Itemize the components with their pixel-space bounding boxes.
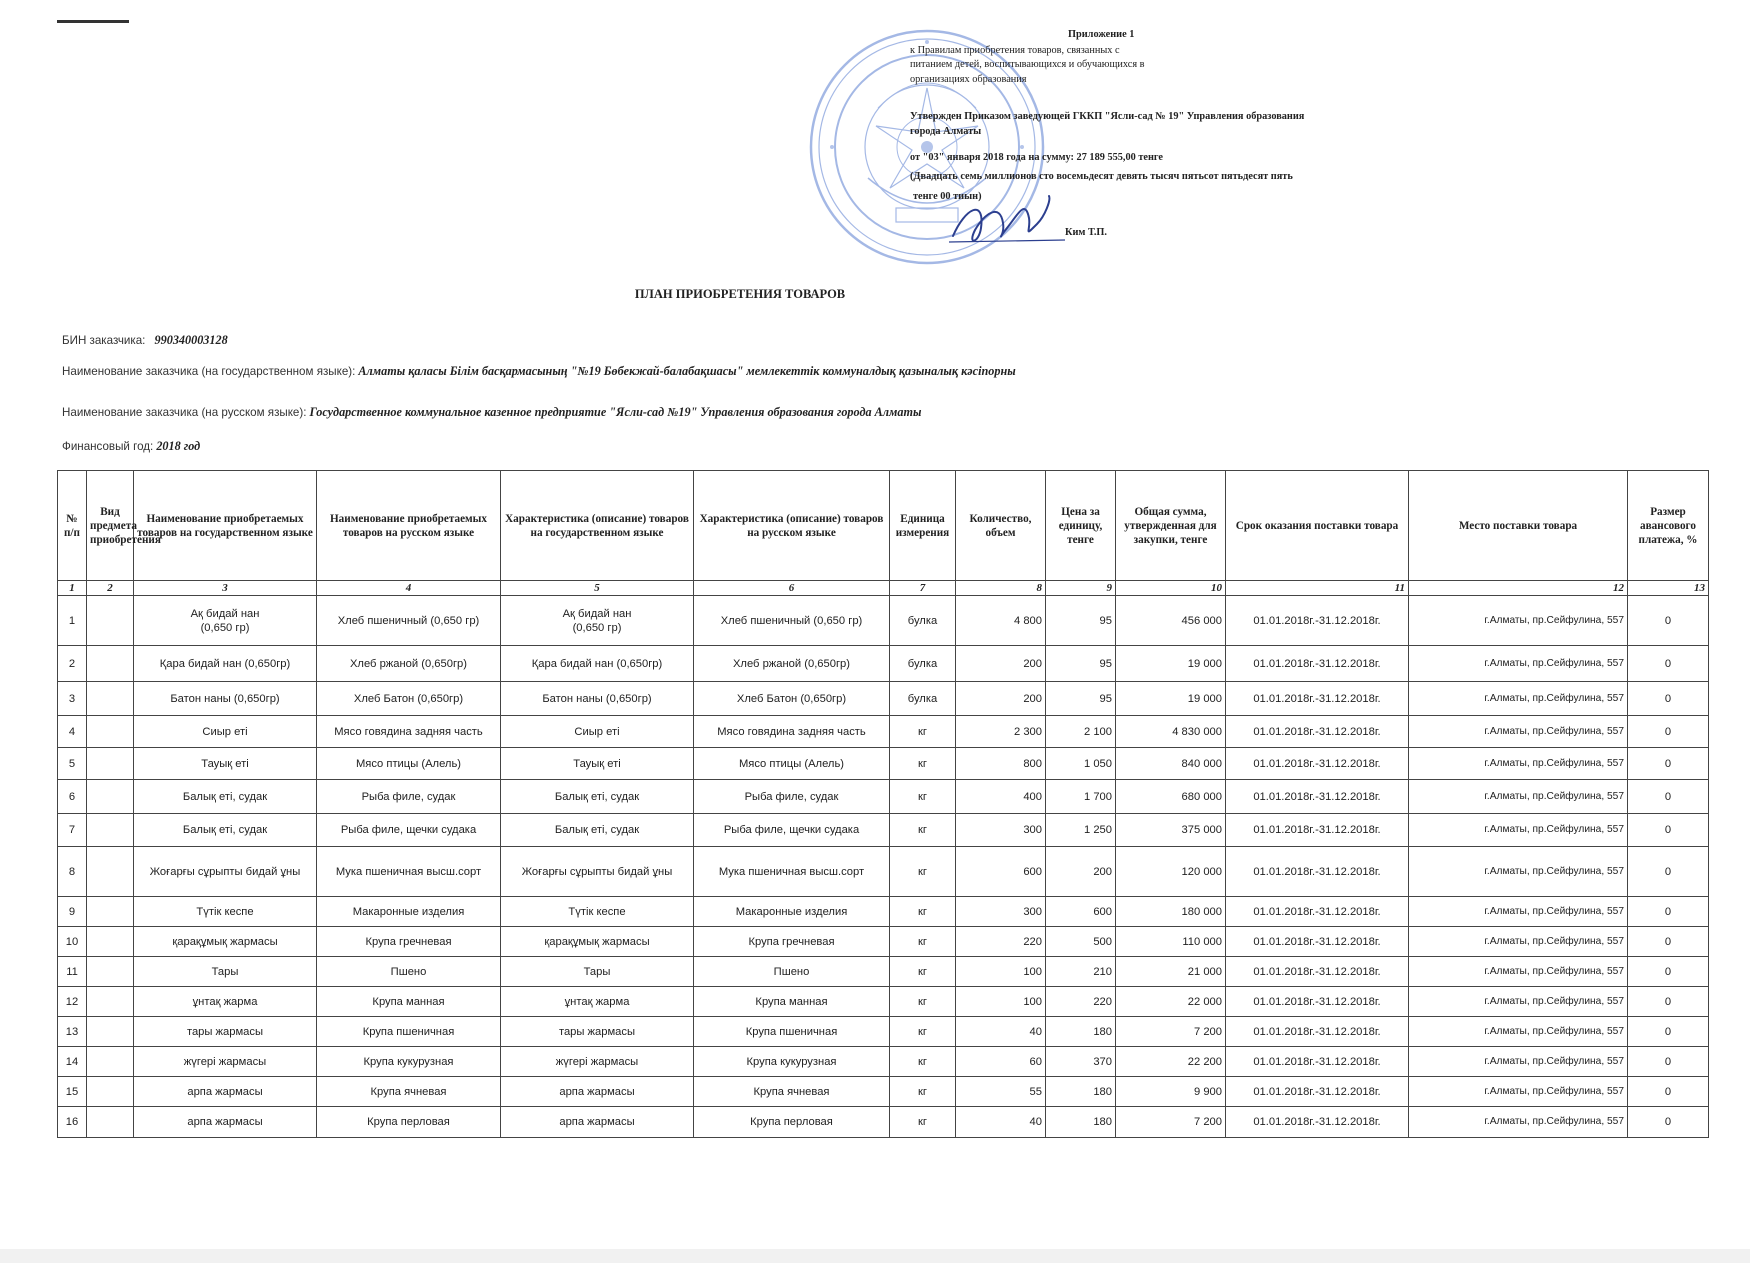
- col-number: 1: [58, 581, 87, 596]
- qty-cell: 200: [956, 646, 1046, 682]
- unit-cell: кг: [890, 897, 956, 927]
- name-ru-label: Наименование заказчика (на русском языке):: [62, 406, 307, 419]
- name-ru-cell: Рыба филе, щечки судака: [317, 814, 501, 847]
- unit-cell: кг: [890, 1077, 956, 1107]
- name-kz-cell: қарақұмық жармасы: [134, 927, 317, 957]
- rules-line-3: организациях образования: [910, 74, 1027, 85]
- total-cell: 456 000: [1116, 596, 1226, 646]
- approved-by-line-1: Утвержден Приказом заведующей ГККП "Ясли-сад № 19" Управления образования: [910, 111, 1305, 122]
- row-number: 12: [58, 987, 87, 1017]
- row-number: 11: [58, 957, 87, 987]
- kind-cell: [87, 682, 134, 716]
- scan-bottom-edge: [0, 1249, 1750, 1263]
- kind-cell: [87, 957, 134, 987]
- name-kz-cell: тары жармасы: [134, 1017, 317, 1047]
- advance-cell: 0: [1628, 1047, 1709, 1077]
- document-title: ПЛАН ПРИОБРЕТЕНИЯ ТОВАРОВ: [634, 287, 846, 301]
- qty-cell: 400: [956, 780, 1046, 814]
- place-cell: г.Алматы, пр.Сейфулина, 557: [1409, 1017, 1628, 1047]
- name-kz-value: Алматы қаласы Білім басқармасының "№19 Бөбекжай-балабақшасы" мемлекеттік коммуналдық қазыналық кәсіпорны: [358, 364, 1016, 378]
- table-row: [58, 646, 1709, 682]
- place-cell: г.Алматы, пр.Сейфулина, 557: [1409, 957, 1628, 987]
- desc-ru-cell: Мясо птицы (Алель): [694, 748, 890, 780]
- desc-ru-cell: Рыба филе, судак: [694, 780, 890, 814]
- advance-cell: 0: [1628, 987, 1709, 1017]
- col-header-kind: Вид предмета приобретения: [87, 471, 134, 581]
- col-number: 6: [694, 581, 890, 596]
- total-cell: 4 830 000: [1116, 716, 1226, 748]
- name-ru-cell: Мясо говядина задняя часть: [317, 716, 501, 748]
- col-number: 11: [1226, 581, 1409, 596]
- qty-cell: 40: [956, 1017, 1046, 1047]
- name-ru-cell: Крупа ячневая: [317, 1077, 501, 1107]
- row-number: 3: [58, 682, 87, 716]
- desc-kz-cell: Тауық еті: [501, 748, 694, 780]
- kind-cell: [87, 646, 134, 682]
- table-row: [58, 780, 1709, 814]
- unit-cell: кг: [890, 814, 956, 847]
- table-row: [58, 1077, 1709, 1107]
- place-cell: г.Алматы, пр.Сейфулина, 557: [1409, 682, 1628, 716]
- total-cell: 22 000: [1116, 987, 1226, 1017]
- desc-ru-cell: Макаронные изделия: [694, 897, 890, 927]
- name-kz-cell: Балық еті, судак: [134, 814, 317, 847]
- desc-kz-cell: жүгері жармасы: [501, 1047, 694, 1077]
- handwritten-signature: [945, 188, 1065, 258]
- kind-cell: [87, 596, 134, 646]
- rules-line-2: питанием детей, воспитывающихся и обучающихся в: [910, 59, 1145, 70]
- name-kz-cell: Балық еті, судак: [134, 780, 317, 814]
- place-cell: г.Алматы, пр.Сейфулина, 557: [1409, 1107, 1628, 1138]
- name-kz-cell: Тауық еті: [134, 748, 317, 780]
- total-cell: 110 000: [1116, 927, 1226, 957]
- table-row: [58, 847, 1709, 897]
- place-cell: г.Алматы, пр.Сейфулина, 557: [1409, 1047, 1628, 1077]
- col-header-desc-ru: Характеристика (описание) товаров на русском языке: [694, 471, 890, 581]
- total-cell: 9 900: [1116, 1077, 1226, 1107]
- row-number: 7: [58, 814, 87, 847]
- col-number: 10: [1116, 581, 1226, 596]
- col-number: 7: [890, 581, 956, 596]
- price-cell: 180: [1046, 1107, 1116, 1138]
- name-ru-cell: Мясо птицы (Алель): [317, 748, 501, 780]
- col-number: 4: [317, 581, 501, 596]
- total-cell: 120 000: [1116, 847, 1226, 897]
- col-header-name-ru: Наименование приобретаемых товаров на русском языке: [317, 471, 501, 581]
- price-cell: 500: [1046, 927, 1116, 957]
- name-kz-cell: ұнтақ жарма: [134, 987, 317, 1017]
- total-cell: 7 200: [1116, 1107, 1226, 1138]
- name-ru-cell: Хлеб Батон (0,650гр): [317, 682, 501, 716]
- qty-cell: 300: [956, 814, 1046, 847]
- table-row: [58, 987, 1709, 1017]
- term-cell: 01.01.2018г.-31.12.2018г.: [1226, 847, 1409, 897]
- desc-kz-cell: Жоғарғы сұрыпты бидай ұны: [501, 847, 694, 897]
- table-row: [58, 716, 1709, 748]
- unit-cell: кг: [890, 927, 956, 957]
- name-kz-label: Наименование заказчика (на государственном языке):: [62, 365, 356, 378]
- name-ru-cell: Пшено: [317, 957, 501, 987]
- price-cell: 600: [1046, 897, 1116, 927]
- name-ru-cell: Крупа перловая: [317, 1107, 501, 1138]
- name-kz-cell: арпа жармасы: [134, 1107, 317, 1138]
- place-cell: г.Алматы, пр.Сейфулина, 557: [1409, 897, 1628, 927]
- term-cell: 01.01.2018г.-31.12.2018г.: [1226, 1017, 1409, 1047]
- term-cell: 01.01.2018г.-31.12.2018г.: [1226, 957, 1409, 987]
- name-kz-cell: Батон наны (0,650гр): [134, 682, 317, 716]
- advance-cell: 0: [1628, 596, 1709, 646]
- place-cell: г.Алматы, пр.Сейфулина, 557: [1409, 716, 1628, 748]
- name-ru-cell: Хлеб ржаной (0,650гр): [317, 646, 501, 682]
- sum-in-words-line-1: (Двадцать семь миллионов сто восемьдесят девять тысяч пятьсот пятьдесят пять: [910, 171, 1293, 182]
- place-cell: г.Алматы, пр.Сейфулина, 557: [1409, 1077, 1628, 1107]
- kind-cell: [87, 927, 134, 957]
- table-row: [58, 1047, 1709, 1077]
- unit-cell: булка: [890, 596, 956, 646]
- unit-cell: кг: [890, 748, 956, 780]
- col-header-term: Срок оказания поставки товара: [1226, 471, 1409, 581]
- qty-cell: 600: [956, 847, 1046, 897]
- unit-cell: кг: [890, 987, 956, 1017]
- name-kz-cell: Жоғарғы сұрыпты бидай ұны: [134, 847, 317, 897]
- appendix-label: Приложение 1: [1068, 29, 1135, 40]
- place-cell: г.Алматы, пр.Сейфулина, 557: [1409, 814, 1628, 847]
- desc-ru-cell: Пшено: [694, 957, 890, 987]
- col-number: 9: [1046, 581, 1116, 596]
- name-ru-cell: Мука пшеничная высш.сорт: [317, 847, 501, 897]
- term-cell: 01.01.2018г.-31.12.2018г.: [1226, 897, 1409, 927]
- col-header-total: Общая сумма, утвержденная для закупки, тенге: [1116, 471, 1226, 581]
- desc-kz-cell: Ақ бидай нан (0,650 гр): [501, 596, 694, 646]
- advance-cell: 0: [1628, 682, 1709, 716]
- price-cell: 180: [1046, 1077, 1116, 1107]
- name-kz-cell: Түтік кеспе: [134, 897, 317, 927]
- term-cell: 01.01.2018г.-31.12.2018г.: [1226, 927, 1409, 957]
- table-body: [58, 596, 1709, 1138]
- place-cell: г.Алматы, пр.Сейфулина, 557: [1409, 927, 1628, 957]
- row-number: 16: [58, 1107, 87, 1138]
- table-header-row: [58, 471, 1709, 581]
- term-cell: 01.01.2018г.-31.12.2018г.: [1226, 1047, 1409, 1077]
- row-number: 10: [58, 927, 87, 957]
- desc-ru-cell: Рыба филе, щечки судака: [694, 814, 890, 847]
- customer-name-ru: [62, 405, 921, 420]
- desc-ru-cell: Крупа манная: [694, 987, 890, 1017]
- term-cell: 01.01.2018г.-31.12.2018г.: [1226, 716, 1409, 748]
- advance-cell: 0: [1628, 780, 1709, 814]
- col-number: 5: [501, 581, 694, 596]
- desc-kz-cell: арпа жармасы: [501, 1107, 694, 1138]
- table-row: [58, 1107, 1709, 1138]
- kind-cell: [87, 780, 134, 814]
- qty-cell: 2 300: [956, 716, 1046, 748]
- row-number: 14: [58, 1047, 87, 1077]
- desc-kz-cell: Балық еті, судак: [501, 814, 694, 847]
- desc-kz-cell: Балық еті, судак: [501, 780, 694, 814]
- price-cell: 95: [1046, 646, 1116, 682]
- kind-cell: [87, 748, 134, 780]
- year-label: Финансовый год:: [62, 440, 154, 453]
- name-ru-cell: Крупа пшеничная: [317, 1017, 501, 1047]
- total-cell: 680 000: [1116, 780, 1226, 814]
- unit-cell: кг: [890, 780, 956, 814]
- name-ru-cell: Хлеб пшеничный (0,650 гр): [317, 596, 501, 646]
- term-cell: 01.01.2018г.-31.12.2018г.: [1226, 748, 1409, 780]
- table-row: [58, 957, 1709, 987]
- table-row: [58, 927, 1709, 957]
- desc-kz-cell: Батон наны (0,650гр): [501, 682, 694, 716]
- name-kz-cell: жүгері жармасы: [134, 1047, 317, 1077]
- total-cell: 21 000: [1116, 957, 1226, 987]
- kind-cell: [87, 814, 134, 847]
- qty-cell: 40: [956, 1107, 1046, 1138]
- qty-cell: 100: [956, 987, 1046, 1017]
- col-header-qty: Количество, объем: [956, 471, 1046, 581]
- name-ru-cell: Рыба филе, судак: [317, 780, 501, 814]
- total-cell: 7 200: [1116, 1017, 1226, 1047]
- price-cell: 1 050: [1046, 748, 1116, 780]
- qty-cell: 4 800: [956, 596, 1046, 646]
- desc-kz-cell: арпа жармасы: [501, 1077, 694, 1107]
- unit-cell: кг: [890, 847, 956, 897]
- row-number: 1: [58, 596, 87, 646]
- desc-ru-cell: Крупа ячневая: [694, 1077, 890, 1107]
- desc-kz-cell: Қара бидай нан (0,650гр): [501, 646, 694, 682]
- name-ru-cell: Крупа манная: [317, 987, 501, 1017]
- name-ru-cell: Крупа кукурузная: [317, 1047, 501, 1077]
- advance-cell: 0: [1628, 1107, 1709, 1138]
- term-cell: 01.01.2018г.-31.12.2018г.: [1226, 646, 1409, 682]
- row-number: 8: [58, 847, 87, 897]
- kind-cell: [87, 897, 134, 927]
- desc-ru-cell: Мясо говядина задняя часть: [694, 716, 890, 748]
- qty-cell: 800: [956, 748, 1046, 780]
- unit-cell: кг: [890, 716, 956, 748]
- table-row: [58, 897, 1709, 927]
- col-header-number: № п/п: [58, 471, 87, 581]
- name-kz-cell: Ақ бидай нан (0,650 гр): [134, 596, 317, 646]
- total-cell: 840 000: [1116, 748, 1226, 780]
- desc-kz-cell: Тары: [501, 957, 694, 987]
- kind-cell: [87, 847, 134, 897]
- rules-line-1: к Правилам приобретения товаров, связанных с: [910, 45, 1120, 56]
- term-cell: 01.01.2018г.-31.12.2018г.: [1226, 596, 1409, 646]
- unit-cell: кг: [890, 957, 956, 987]
- column-number-row: [58, 581, 1709, 596]
- name-kz-cell: арпа жармасы: [134, 1077, 317, 1107]
- name-ru-cell: Крупа гречневая: [317, 927, 501, 957]
- table-row: [58, 814, 1709, 847]
- bin-label: БИН заказчика:: [62, 334, 146, 347]
- price-cell: 95: [1046, 596, 1116, 646]
- name-ru-cell: Макаронные изделия: [317, 897, 501, 927]
- row-number: 6: [58, 780, 87, 814]
- col-header-advance: Размер авансового платежа, %: [1628, 471, 1709, 581]
- price-cell: 200: [1046, 847, 1116, 897]
- term-cell: 01.01.2018г.-31.12.2018г.: [1226, 814, 1409, 847]
- col-header-desc-kz: Характеристика (описание) товаров на государственном языке: [501, 471, 694, 581]
- approved-by-line-2: города Алматы: [910, 126, 982, 137]
- advance-cell: 0: [1628, 1077, 1709, 1107]
- advance-cell: 0: [1628, 897, 1709, 927]
- unit-cell: кг: [890, 1047, 956, 1077]
- kind-cell: [87, 1017, 134, 1047]
- desc-kz-cell: ұнтақ жарма: [501, 987, 694, 1017]
- customer-bin: [62, 333, 228, 348]
- top-edge-mark: [57, 20, 129, 23]
- col-number: 2: [87, 581, 134, 596]
- desc-ru-cell: Крупа перловая: [694, 1107, 890, 1138]
- col-header-place: Место поставки товара: [1409, 471, 1628, 581]
- qty-cell: 100: [956, 957, 1046, 987]
- advance-cell: 0: [1628, 847, 1709, 897]
- row-number: 13: [58, 1017, 87, 1047]
- desc-ru-cell: Крупа пшеничная: [694, 1017, 890, 1047]
- unit-cell: булка: [890, 646, 956, 682]
- price-cell: 180: [1046, 1017, 1116, 1047]
- kind-cell: [87, 1077, 134, 1107]
- col-header-price: Цена за единицу, тенге: [1046, 471, 1116, 581]
- col-number: 8: [956, 581, 1046, 596]
- advance-cell: 0: [1628, 646, 1709, 682]
- desc-ru-cell: Мука пшеничная высш.сорт: [694, 847, 890, 897]
- col-header-name-kz: Наименование приобретаемых товаров на государственном языке: [134, 471, 317, 581]
- price-cell: 220: [1046, 987, 1116, 1017]
- total-cell: 19 000: [1116, 646, 1226, 682]
- desc-ru-cell: Крупа кукурузная: [694, 1047, 890, 1077]
- name-kz-cell: Қара бидай нан (0,650гр): [134, 646, 317, 682]
- price-cell: 210: [1046, 957, 1116, 987]
- term-cell: 01.01.2018г.-31.12.2018г.: [1226, 780, 1409, 814]
- desc-kz-cell: қарақұмық жармасы: [501, 927, 694, 957]
- unit-cell: булка: [890, 682, 956, 716]
- qty-cell: 220: [956, 927, 1046, 957]
- place-cell: г.Алматы, пр.Сейфулина, 557: [1409, 596, 1628, 646]
- qty-cell: 60: [956, 1047, 1046, 1077]
- kind-cell: [87, 716, 134, 748]
- year-value: 2018 год: [156, 439, 201, 453]
- advance-cell: 0: [1628, 1017, 1709, 1047]
- total-cell: 375 000: [1116, 814, 1226, 847]
- advance-cell: 0: [1628, 927, 1709, 957]
- qty-cell: 55: [956, 1077, 1046, 1107]
- customer-name-kz: [62, 364, 1016, 379]
- total-cell: 180 000: [1116, 897, 1226, 927]
- col-number: 12: [1409, 581, 1628, 596]
- desc-kz-cell: Сиыр еті: [501, 716, 694, 748]
- place-cell: г.Алматы, пр.Сейфулина, 557: [1409, 748, 1628, 780]
- price-cell: 95: [1046, 682, 1116, 716]
- unit-cell: кг: [890, 1017, 956, 1047]
- advance-cell: 0: [1628, 748, 1709, 780]
- row-number: 9: [58, 897, 87, 927]
- total-cell: 19 000: [1116, 682, 1226, 716]
- place-cell: г.Алматы, пр.Сейфулина, 557: [1409, 780, 1628, 814]
- advance-cell: 0: [1628, 814, 1709, 847]
- procurement-plan-table: [57, 470, 1709, 1138]
- place-cell: г.Алматы, пр.Сейфулина, 557: [1409, 987, 1628, 1017]
- table-row: [58, 596, 1709, 646]
- term-cell: 01.01.2018г.-31.12.2018г.: [1226, 1107, 1409, 1138]
- name-ru-value: Государственное коммунальное казенное предприятие "Ясли-сад №19" Управления образования города Алматы: [309, 405, 922, 419]
- term-cell: 01.01.2018г.-31.12.2018г.: [1226, 1077, 1409, 1107]
- desc-kz-cell: тары жармасы: [501, 1017, 694, 1047]
- kind-cell: [87, 987, 134, 1017]
- table-row: [58, 1017, 1709, 1047]
- advance-cell: 0: [1628, 957, 1709, 987]
- price-cell: 1 700: [1046, 780, 1116, 814]
- desc-ru-cell: Хлеб Батон (0,650гр): [694, 682, 890, 716]
- desc-ru-cell: Хлеб пшеничный (0,650 гр): [694, 596, 890, 646]
- unit-cell: кг: [890, 1107, 956, 1138]
- approval-date-sum: от "03" января 2018 года на сумму: 27 189 555,00 тенге: [910, 152, 1164, 163]
- name-kz-cell: Тары: [134, 957, 317, 987]
- desc-ru-cell: Хлеб ржаной (0,650гр): [694, 646, 890, 682]
- price-cell: 370: [1046, 1047, 1116, 1077]
- place-cell: г.Алматы, пр.Сейфулина, 557: [1409, 646, 1628, 682]
- qty-cell: 200: [956, 682, 1046, 716]
- col-header-unit: Единица измерения: [890, 471, 956, 581]
- advance-cell: 0: [1628, 716, 1709, 748]
- col-number: 13: [1628, 581, 1709, 596]
- term-cell: 01.01.2018г.-31.12.2018г.: [1226, 987, 1409, 1017]
- bin-value: 990340003128: [154, 333, 228, 347]
- place-cell: г.Алматы, пр.Сейфулина, 557: [1409, 847, 1628, 897]
- row-number: 2: [58, 646, 87, 682]
- signer-name: Ким Т.П.: [1065, 227, 1107, 238]
- sum-in-words-line-2: тенге 00 тиын): [913, 191, 982, 202]
- qty-cell: 300: [956, 897, 1046, 927]
- financial-year: [62, 439, 200, 454]
- desc-kz-cell: Түтік кеспе: [501, 897, 694, 927]
- desc-ru-cell: Крупа гречневая: [694, 927, 890, 957]
- price-cell: 1 250: [1046, 814, 1116, 847]
- total-cell: 22 200: [1116, 1047, 1226, 1077]
- table-row: [58, 682, 1709, 716]
- row-number: 15: [58, 1077, 87, 1107]
- kind-cell: [87, 1047, 134, 1077]
- row-number: 4: [58, 716, 87, 748]
- row-number: 5: [58, 748, 87, 780]
- price-cell: 2 100: [1046, 716, 1116, 748]
- term-cell: 01.01.2018г.-31.12.2018г.: [1226, 682, 1409, 716]
- kind-cell: [87, 1107, 134, 1138]
- table-row: [58, 748, 1709, 780]
- col-number: 3: [134, 581, 317, 596]
- name-kz-cell: Сиыр еті: [134, 716, 317, 748]
